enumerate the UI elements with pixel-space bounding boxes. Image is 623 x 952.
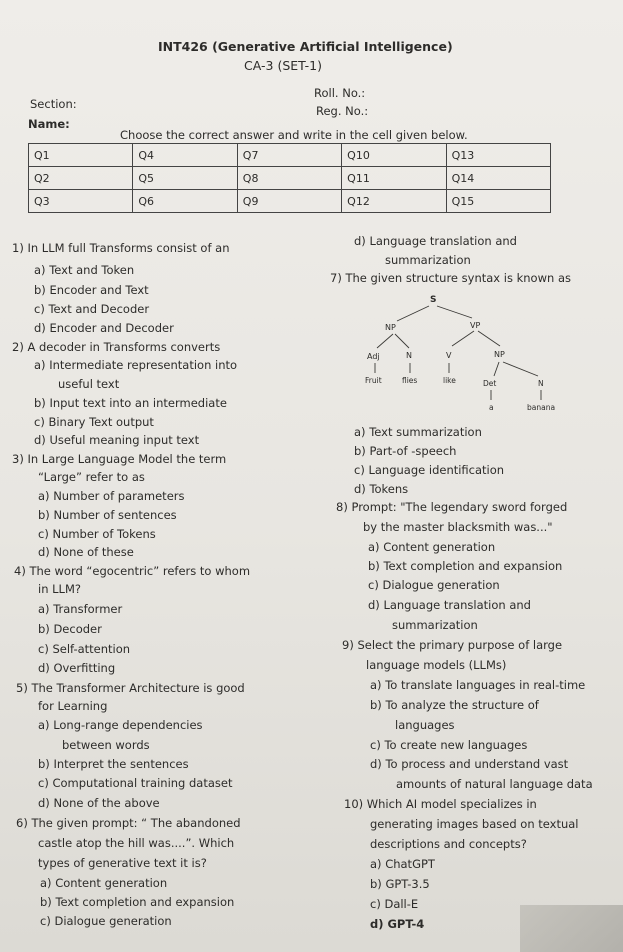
tree-node-n2: N (538, 379, 544, 388)
q2-text: 2) A decoder in Transforms converts (12, 340, 221, 354)
answer-grid (28, 143, 551, 213)
exam-title: INT426 (Generative Artificial Intelligence) (158, 39, 453, 54)
tree-edge (478, 331, 500, 346)
tree-node-adj: Adj (367, 352, 380, 361)
grid-cell-q10: Q10 (342, 144, 446, 167)
q7-option-b: b) Part-of -speech (354, 444, 457, 458)
q6-option-d: d) Language translation and (354, 234, 517, 248)
tree-node-vp: VP (470, 321, 481, 330)
grid-cell-q13: Q13 (446, 144, 550, 167)
q9-option-d: d) To process and understand vast (370, 757, 569, 771)
q6-option-c: c) Dialogue generation (40, 914, 172, 928)
grid-cell-q14: Q14 (446, 167, 550, 190)
q7-option-a: a) Text summarization (354, 425, 482, 439)
tree-edge (494, 362, 499, 376)
q3-text-cont: “Large” refer to as (38, 470, 145, 484)
roll-label: Roll. No.: (314, 86, 366, 100)
q6-text-cont: castle atop the hill was....”. Which (38, 836, 235, 850)
q1-option-b: b) Encoder and Text (34, 283, 149, 297)
tree-leaf-banana: banana (527, 403, 556, 412)
tree-edge (397, 306, 429, 321)
q10-text: 10) Which AI model specializes in (344, 797, 537, 811)
q10-text-cont2: descriptions and concepts? (370, 837, 527, 851)
q9-option-b: b) To analyze the structure of (370, 698, 539, 712)
q9-option-c: c) To create new languages (370, 738, 528, 752)
q1-option-c: c) Text and Decoder (34, 302, 150, 316)
instruction: Choose the correct answer and write in the cell given below. (120, 128, 468, 142)
tree-leaf-flies: flies (402, 376, 418, 385)
q7-option-d: d) Tokens (354, 482, 409, 496)
exam-subtitle: CA-3 (SET-1) (244, 58, 322, 73)
parse-tree-diagram (357, 288, 587, 413)
q4-option-a: a) Transformer (38, 602, 123, 616)
q10-option-b: b) GPT-3.5 (370, 877, 430, 891)
answer-grid-row (29, 190, 551, 213)
q5-option-a: a) Long-range dependencies (38, 718, 203, 732)
q10-option-a: a) ChatGPT (370, 857, 435, 871)
q5-option-b: b) Interpret the sentences (38, 757, 189, 771)
grid-cell-q2: Q2 (29, 167, 133, 190)
q3-option-a: a) Number of parameters (38, 489, 185, 503)
q8-option-d: d) Language translation and (368, 598, 531, 612)
tree-node-np: NP (385, 323, 396, 332)
tree-edge (452, 331, 474, 346)
answer-grid-row (29, 144, 551, 167)
tree-leaf-fruit: Fruit (365, 376, 382, 385)
q4-text: 4) The word “egocentric” refers to whom (14, 564, 251, 578)
q2-option-a-cont: useful text (58, 377, 120, 391)
grid-cell-q8: Q8 (237, 167, 341, 190)
reg-label: Reg. No.: (316, 104, 369, 118)
tree-leaf-a: a (489, 403, 494, 412)
q6-option-a: a) Content generation (40, 876, 168, 890)
tree-node-s: S (430, 295, 437, 305)
q9-text: 9) Select the primary purpose of large (342, 638, 563, 652)
q3-option-c: c) Number of Tokens (38, 527, 156, 541)
grid-cell-q3: Q3 (29, 190, 133, 213)
q3-option-d: d) None of these (38, 545, 134, 559)
q9-option-b-cont: languages (395, 718, 455, 732)
q9-option-a: a) To translate languages in real-time (370, 678, 586, 692)
tree-node-v: V (446, 351, 452, 360)
q6-option-b: b) Text completion and expansion (40, 895, 235, 909)
q6-text-cont2: types of generative text it is? (38, 856, 207, 870)
tree-edge (377, 334, 393, 348)
grid-cell-q1: Q1 (29, 144, 133, 167)
q5-text-cont: for Learning (38, 699, 108, 713)
q3-option-b: b) Number of sentences (38, 508, 177, 522)
q8-option-b: b) Text completion and expansion (368, 559, 563, 573)
grid-cell-q5: Q5 (133, 167, 237, 190)
q2-option-b: b) Input text into an intermediate (34, 396, 227, 410)
q1-option-a: a) Text and Token (34, 263, 135, 277)
q8-text: 8) Prompt: "The legendary sword forged (336, 500, 568, 514)
name-label: Name: (28, 117, 70, 131)
tree-edge (395, 334, 409, 348)
page-corner-shadow (520, 905, 623, 952)
q4-option-d: d) Overfitting (38, 661, 116, 675)
q2-option-c: c) Binary Text output (34, 415, 154, 429)
q1-text: 1) In LLM full Transforms consist of an (12, 241, 230, 255)
tree-leaf-like: like (443, 376, 456, 385)
q4-text-cont: in LLM? (38, 582, 81, 596)
tree-node-det: Det (483, 379, 497, 388)
q9-option-d-cont: amounts of natural language data (396, 777, 593, 791)
q3-text: 3) In Large Language Model the term (12, 452, 227, 466)
answer-grid-row (29, 167, 551, 190)
q4-option-c: c) Self-attention (38, 642, 131, 656)
q7-option-c: c) Language identification (354, 463, 505, 477)
q8-option-d-cont: summarization (392, 618, 478, 632)
q7-text: 7) The given structure syntax is known as (330, 271, 571, 285)
grid-cell-q15: Q15 (446, 190, 550, 213)
q5-option-c: c) Computational training dataset (38, 776, 233, 790)
grid-cell-q4: Q4 (133, 144, 237, 167)
q2-option-d: d) Useful meaning input text (34, 433, 200, 447)
tree-node-np2: NP (494, 350, 505, 359)
tree-edge (437, 306, 472, 318)
section-label: Section: (30, 97, 77, 111)
q8-text-cont: by the master blacksmith was..." (363, 520, 553, 534)
q10-option-d: d) GPT-4 (370, 917, 425, 931)
tree-node-n: N (406, 351, 412, 360)
q8-option-c: c) Dialogue generation (368, 578, 500, 592)
q5-text: 5) The Transformer Architecture is good (16, 681, 245, 695)
q8-option-a: a) Content generation (368, 540, 496, 554)
q10-text-cont: generating images based on textual (370, 817, 579, 831)
grid-cell-q9: Q9 (237, 190, 341, 213)
tree-edge (503, 362, 538, 376)
q6-option-d-cont: summarization (385, 253, 471, 267)
q9-text-cont: language models (LLMs) (366, 658, 507, 672)
q4-option-b: b) Decoder (38, 622, 102, 636)
q2-option-a: a) Intermediate representation into (34, 358, 238, 372)
q5-option-a-cont: between words (62, 738, 150, 752)
grid-cell-q12: Q12 (342, 190, 446, 213)
grid-cell-q6: Q6 (133, 190, 237, 213)
grid-cell-q7: Q7 (237, 144, 341, 167)
q6-text: 6) The given prompt: “ The abandoned (16, 816, 241, 830)
q5-option-d: d) None of the above (38, 796, 160, 810)
grid-cell-q11: Q11 (342, 167, 446, 190)
q10-option-c: c) Dall-E (370, 897, 419, 911)
q1-option-d: d) Encoder and Decoder (34, 321, 174, 335)
